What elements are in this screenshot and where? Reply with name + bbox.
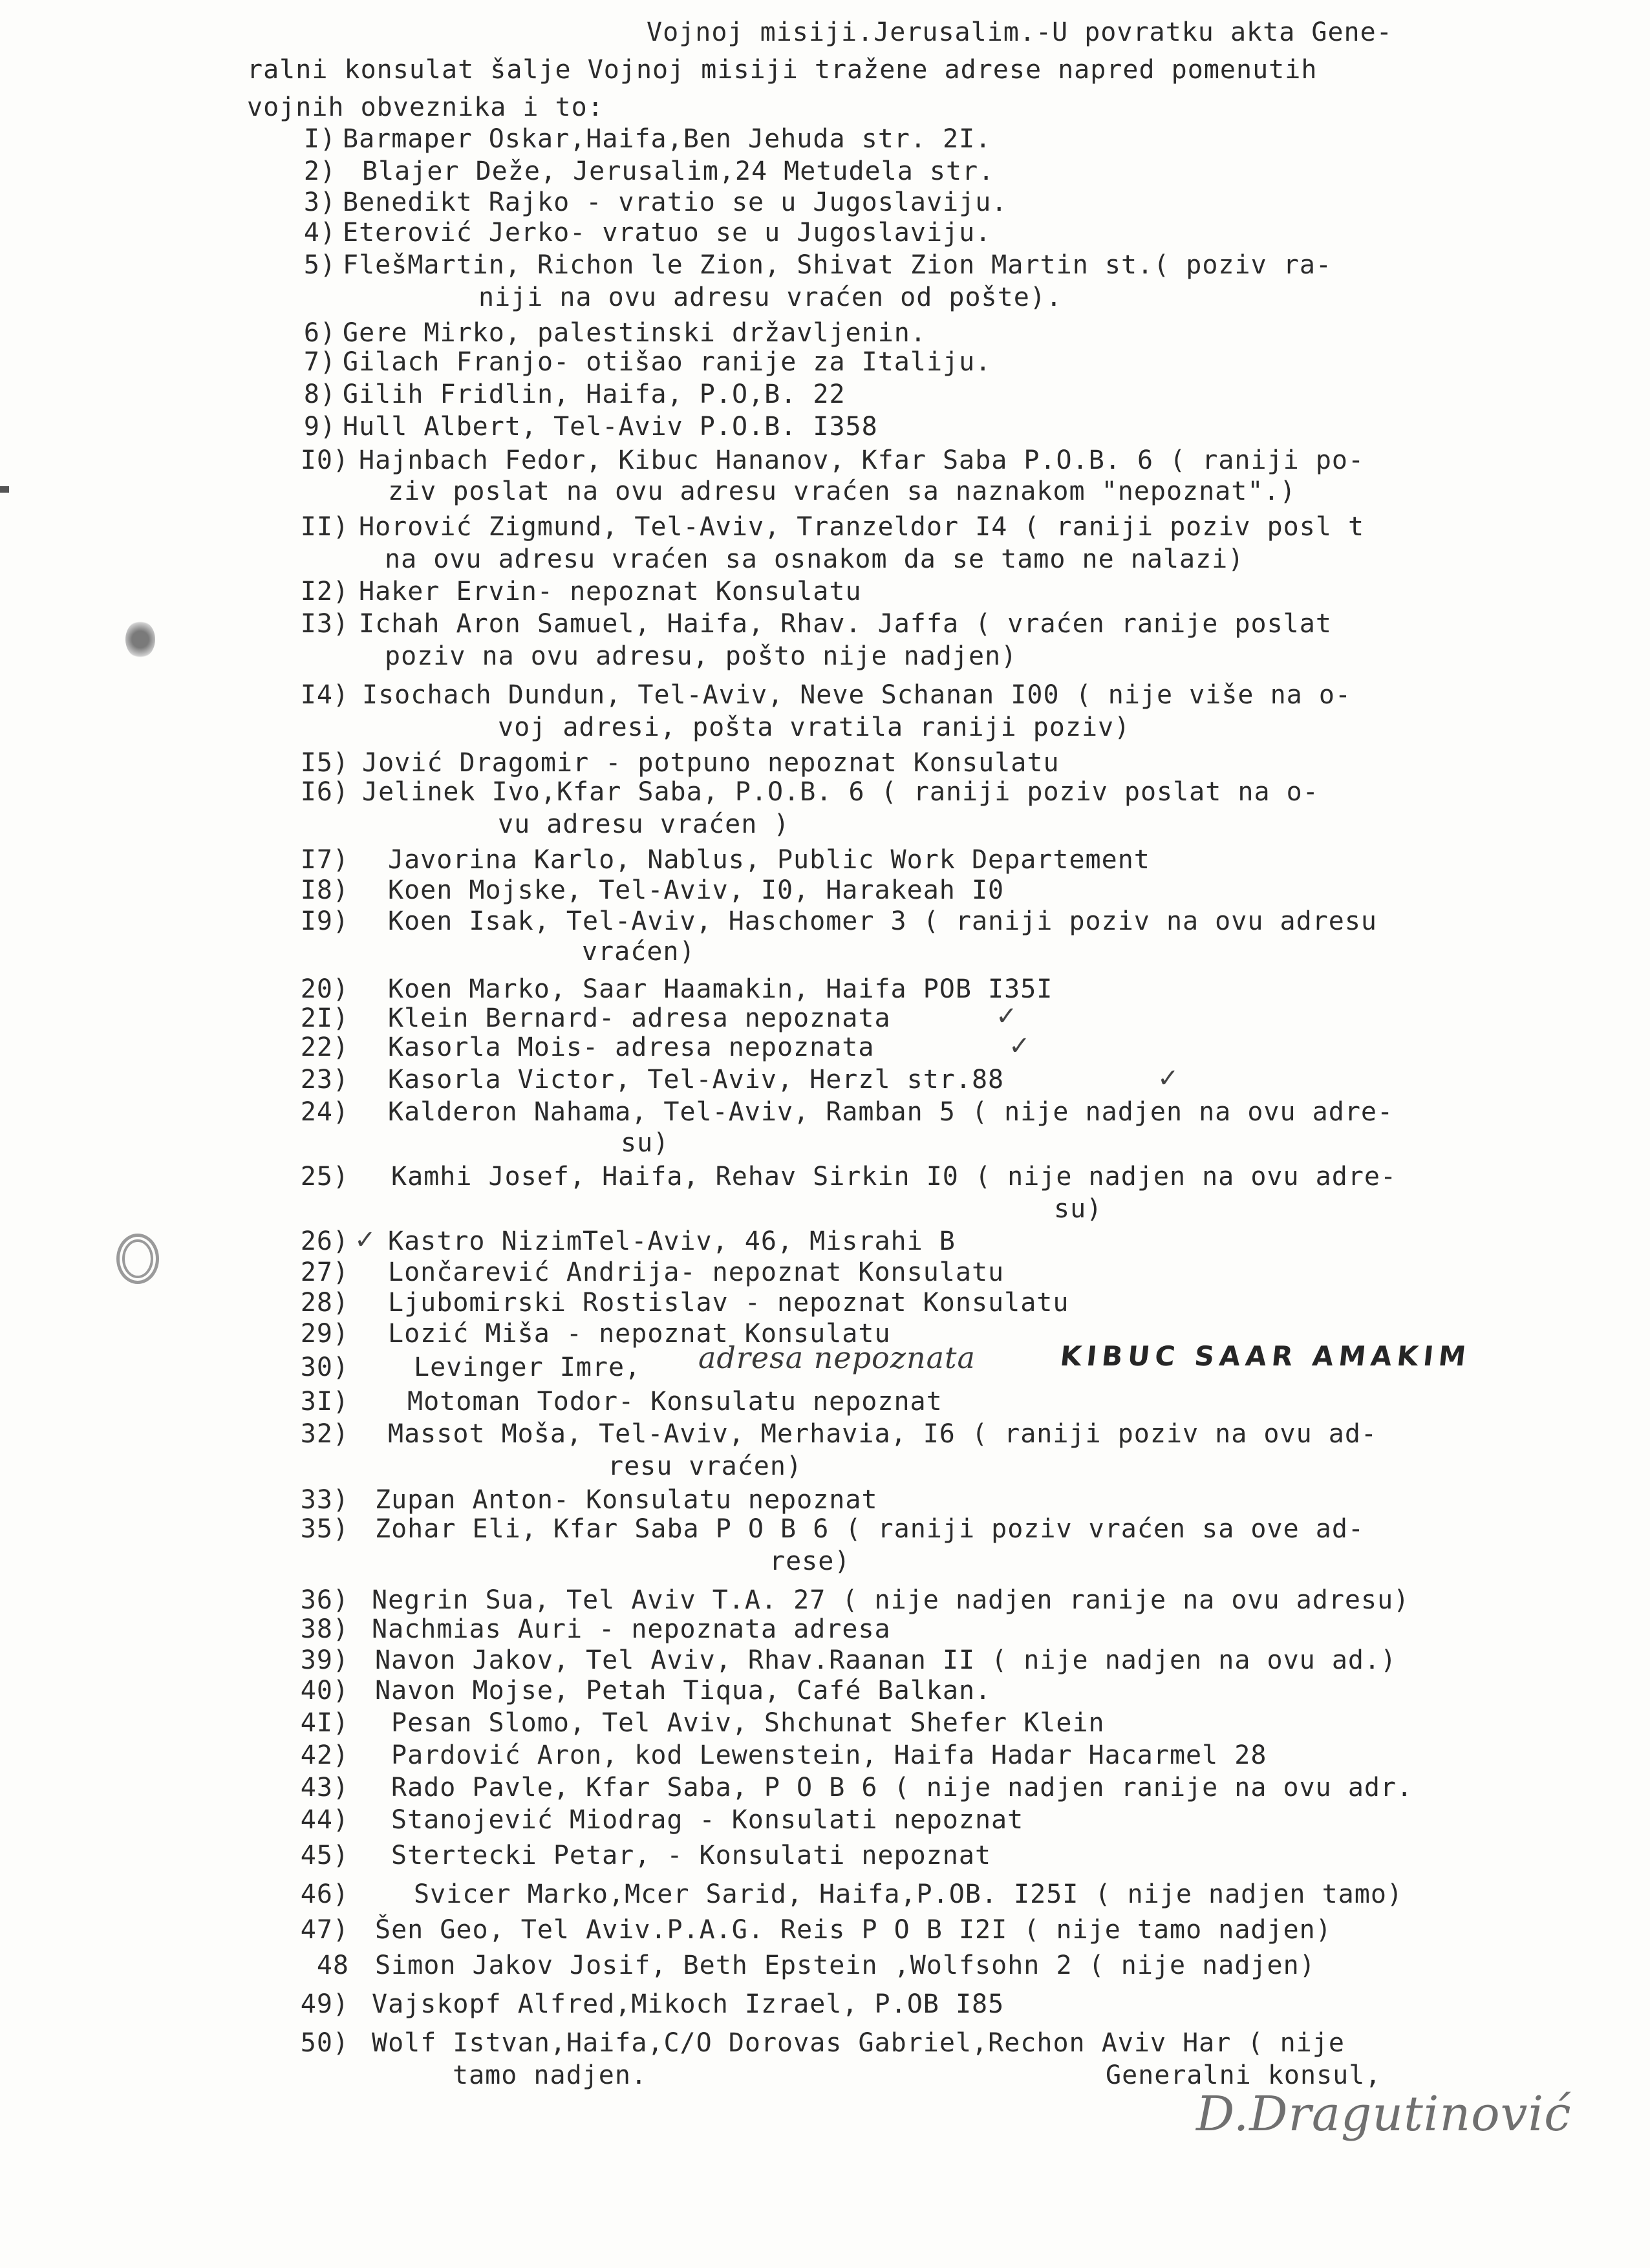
entry-number: 48 [316,1951,349,1980]
entry-text: Stanojević Miodrag - Konsulati nepoznat [391,1805,1024,1835]
entry-number: 46) [300,1879,349,1909]
entry-text: Gilih Fridlin, Haifa, P.O,B. 22 [343,380,846,409]
handwritten-caps-note: KIBUC SAAR AMAKIM [1058,1340,1473,1372]
entry-text: Kamhi Josef, Haifa, Rehav Sirkin I0 ( nije nadjen na ovu adre- [391,1162,1397,1192]
entry-text: su) [1054,1194,1103,1224]
entry-number: 44) [300,1805,349,1835]
entry-number: 28) [300,1288,349,1318]
entry-number: 2I) [300,1003,349,1033]
entry-text: vraćen) [582,937,696,967]
entry-number: 4) [303,218,336,248]
entry-number: 4I) [300,1708,349,1738]
entry-text: Kalderon Nahama, Tel-Aviv, Ramban 5 ( nije nadjen na ovu adre- [388,1097,1394,1127]
entry-text: vu adresu vraćen ) [498,809,790,839]
check-mark-icon: ✓ [1157,1064,1180,1093]
entry-text: Javorina Karlo, Nablus, Public Work Departement [388,845,1150,875]
entry-number: I4) [300,680,349,710]
entry-text: Koen Mojske, Tel-Aviv, I0, Harakeah I0 [388,875,1005,905]
entry-number: 23) [300,1065,349,1095]
entry-text: Lončarević Andrija- nepoznat Konsulatu [388,1257,1005,1287]
entry-text: Zohar Eli, Kfar Saba P O B 6 ( raniji poziv vraćen sa ove ad- [375,1514,1365,1544]
entry-number: 3I) [300,1387,349,1417]
entry-text: Benedikt Rajko - vratio se u Jugoslaviju. [343,187,1008,217]
entry-text: Navon Mojse, Petah Tiqua, Café Balkan. [375,1676,992,1706]
entry-number: I3) [300,609,349,639]
entry-number: 27) [300,1257,349,1287]
check-mark-icon: ✓ [354,1225,377,1255]
entry-text: Rado Pavle, Kfar Saba, P O B 6 ( nije nadjen ranije na ovu adr. [391,1773,1413,1803]
entry-number: 38) [300,1614,349,1644]
entry-text: ziv poslat na ovu adresu vraćen sa naznakom "nepoznat".) [388,476,1296,506]
entry-text: Isochach Dundun, Tel-Aviv, Neve Schanan I00 ( nije više na o- [362,680,1352,710]
entry-text: Hajnbach Fedor, Kibuc Hananov, Kfar Saba P.O.B. 6 ( raniji po- [359,445,1365,475]
entry-text: niji na ovu adresu vraćen od pošte). [478,283,1062,312]
entry-number: I9) [300,906,349,936]
entry-text: Nachmias Auri - nepoznata adresa [372,1614,891,1644]
entry-text: Jović Dragomir - potpuno nepoznat Konsulatu [362,748,1060,778]
entry-text: Massot Moša, Tel-Aviv, Merhavia, I6 ( raniji poziv na ovu ad- [388,1419,1378,1449]
entry-text: FlešMartin, Richon le Zion, Shivat Zion Martin st.( poziv ra- [343,250,1333,280]
entry-text: su) [621,1128,670,1158]
entry-text: Lozić Miša - nepoznat Konsulatu [388,1319,891,1349]
entry-number: 5) [303,250,336,280]
entry-number: I8) [300,875,349,905]
entry-number: 30) [300,1353,349,1382]
entry-number: I6) [300,777,349,807]
entry-text: Pardović Aron, kod Lewenstein, Haifa Hadar Hacarmel 28 [391,1740,1267,1770]
entry-text: Eterović Jerko- vratuo se u Jugoslaviju. [343,218,992,248]
entry-number: 33) [300,1485,349,1515]
intro-line: vojnih obveznika i to: [247,92,604,122]
entry-number: 47) [300,1915,349,1945]
entry-number: 8) [303,380,336,409]
entry-number: 24) [300,1097,349,1127]
entry-text: Jelinek Ivo,Kfar Saba, P.O.B. 6 ( raniji poziv poslat na o- [362,777,1319,807]
entry-number: 6) [303,318,336,348]
entry-text: Barmaper Oskar,Haifa,Ben Jehuda str. 2I. [343,124,992,154]
entry-text: Ljubomirski Rostislav - nepoznat Konsulatu [388,1288,1069,1318]
entry-text: resu vraćen) [608,1451,802,1481]
check-mark-icon: ✓ [1009,1031,1031,1061]
entry-number: 43) [300,1773,349,1803]
entry-number: 9) [303,412,336,442]
entry-text: Wolf Istvan,Haifa,C/O Dorovas Gabriel,Rechon Aviv Har ( nije [372,2028,1345,2058]
entry-number: 32) [300,1419,349,1449]
entry-number: 25) [300,1162,349,1192]
check-mark-icon: ✓ [996,1001,1018,1031]
entry-number: 20) [300,974,349,1004]
entry-text: rese) [769,1546,851,1576]
entry-text: Kasorla Victor, Tel-Aviv, Herzl str.88 [388,1065,1005,1095]
entry-text: Pesan Slomo, Tel Aviv, Shchunat Shefer Klein [391,1708,1105,1738]
entry-number: 3) [303,187,336,217]
intro-line: ralni konsulat šalje Vojnoj misiji tražene adrese napred pomenutih [247,55,1318,85]
entry-text: poziv na ovu adresu, pošto nije nadjen) [385,641,1018,671]
entry-text: Blajer Deže, Jerusalim,24 Metudela str. [362,156,995,186]
entry-text: Stertecki Petar, - Konsulati nepoznat [391,1841,992,1870]
entry-text: Kastro NizimTel-Aviv, 46, Misrahi B [388,1226,956,1256]
entry-number: I5) [300,748,349,778]
entry-text: Šen Geo, Tel Aviv.P.A.G. Reis P O B I2I ( nije tamo nadjen) [375,1915,1332,1945]
entry-number: I) [303,124,336,154]
entry-text: na ovu adresu vraćen sa osnakom da se tamo ne nalazi) [385,544,1245,574]
entry-text: Navon Jakov, Tel Aviv, Rhav.Raanan II ( nije nadjen na ovu ad.) [375,1645,1397,1675]
entry-text: Zupan Anton- Konsulatu nepoznat [375,1485,878,1515]
entry-number: 49) [300,1989,349,2019]
entry-number: 7) [303,347,336,377]
entry-number: I0) [300,445,349,475]
entry-text: Gere Mirko, palestinski državljenin. [343,318,927,348]
intro-line: Vojnoj misiji.Jerusalim.-U povratku akta Gene- [647,17,1393,47]
closing-title: Generalni konsul, [1106,2060,1382,2090]
entry-number: 39) [300,1645,349,1675]
entry-number: 45) [300,1841,349,1870]
entry-text: Horović Zigmund, Tel-Aviv, Tranzeldor I4 ( raniji poziv posl t [359,512,1365,542]
entry-text: Klein Bernard- adresa nepoznata [388,1003,891,1033]
entry-number: 35) [300,1514,349,1544]
entry-number: 22) [300,1032,349,1062]
punch-hole [125,621,155,658]
entry-number: 26) [300,1226,349,1256]
entry-text: Kasorla Mois- adresa nepoznata [388,1032,875,1062]
entry-text: Ichah Aron Samuel, Haifa, Rhav. Jaffa ( vraćen ranije poslat [359,609,1332,639]
entry-text: Negrin Sua, Tel Aviv T.A. 27 ( nije nadjen ranije na ovu adresu) [372,1585,1410,1615]
entry-text: tamo nadjen. [453,2060,647,2090]
entry-text: Hull Albert, Tel-Aviv P.O.B. I358 [343,412,878,442]
handwritten-note: adresa nepoznata [698,1340,976,1375]
entry-text: Svicer Marko,Mcer Sarid, Haifa,P.OB. I25I ( nije nadjen tamo) [414,1879,1404,1909]
signature: D.Dragutinović [1196,2086,1572,2142]
entry-number: 29) [300,1319,349,1349]
entry-text: voj adresi, pošta vratila raniji poziv) [498,712,1131,742]
entry-text: Koen Isak, Tel-Aviv, Haschomer 3 ( raniji poziv na ovu adresu [388,906,1378,936]
entry-number: II) [300,512,349,542]
entry-number: 42) [300,1740,349,1770]
entry-text: Gilach Franjo- otišao ranije za Italiju. [343,347,992,377]
entry-text: Simon Jakov Josif, Beth Epstein ,Wolfsohn 2 ( nije nadjen) [375,1951,1316,1980]
entry-text: Haker Ervin- nepoznat Konsulatu [359,577,862,606]
entry-number: 40) [300,1676,349,1706]
margin-mark [0,486,9,493]
entry-number: 36) [300,1585,349,1615]
entry-text: Motoman Todor- Konsulatu nepoznat [407,1387,943,1417]
entry-text: Vajskopf Alfred,Mikoch Izrael, P.OB I85 [372,1989,1005,2019]
entry-number: 2) [303,156,336,186]
entry-text: Koen Marko, Saar Haamakin, Haifa POB I35I [388,974,1053,1004]
punch-hole [116,1234,159,1284]
entry-text: Levinger Imre, [414,1353,641,1382]
entry-number: 50) [300,2028,349,2058]
entry-number: I2) [300,577,349,606]
entry-number: I7) [300,845,349,875]
